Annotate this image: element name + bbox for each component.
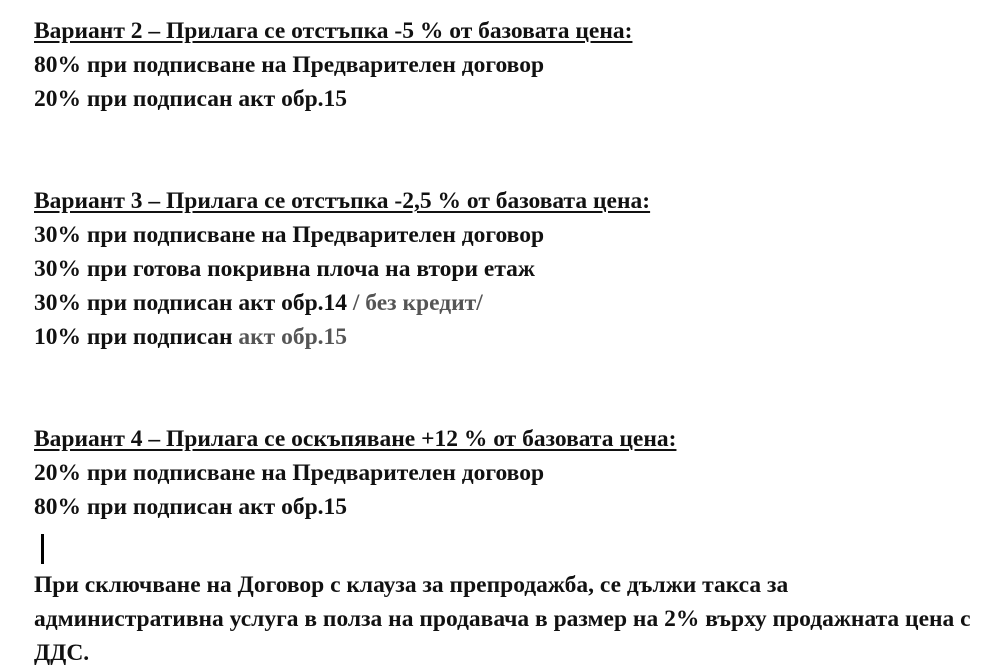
variant-3-line-4-text: 10% при подписан bbox=[34, 324, 239, 350]
text-cursor-line[interactable] bbox=[34, 524, 974, 564]
variant-3-line-3-text: 30% при подписан акт обр.14 bbox=[34, 290, 348, 316]
variant-3-heading: Вариант 3 – Прилага се отстъпка -2,5 % от базовата цена: bbox=[34, 188, 651, 214]
variant-2-line-2: 20% при подписан акт обр.15 bbox=[34, 86, 348, 112]
variant-2-heading: Вариант 2 – Прилага се отстъпка -5 % от базовата цена: bbox=[34, 18, 633, 44]
resale-clause-paragraph: При сключване на Договор с клауза за препродажба, се дължи такса за административна услуга в полза на продавача в размер на 2% върху продажната цена с ДДС. bbox=[34, 572, 971, 666]
variant-4-line-2: 80% при подписан акт обр.15 bbox=[34, 494, 348, 520]
variant-3-line-3 bbox=[34, 286, 974, 320]
text-cursor bbox=[41, 534, 44, 564]
variant-3-line-4 bbox=[34, 320, 974, 354]
spacer bbox=[34, 354, 974, 422]
spacer bbox=[34, 116, 974, 184]
document-body bbox=[34, 14, 974, 670]
variant-2-line-1: 80% при подписване на Предварителен договор bbox=[34, 52, 545, 78]
variant-4-heading: Вариант 4 – Прилага се оскъпяване +12 % от базовата цена: bbox=[34, 426, 677, 452]
variant-3-line-2: 30% при готова покривна плоча на втори етаж bbox=[34, 256, 535, 282]
variant-3-line-4-act: акт обр.15 bbox=[238, 324, 348, 350]
variant-3-line-1: 30% при подписване на Предварителен договор bbox=[34, 222, 545, 248]
variant-3-line-3-note: / без кредит/ bbox=[347, 290, 483, 316]
variant-4-line-1: 20% при подписване на Предварителен договор bbox=[34, 460, 545, 486]
